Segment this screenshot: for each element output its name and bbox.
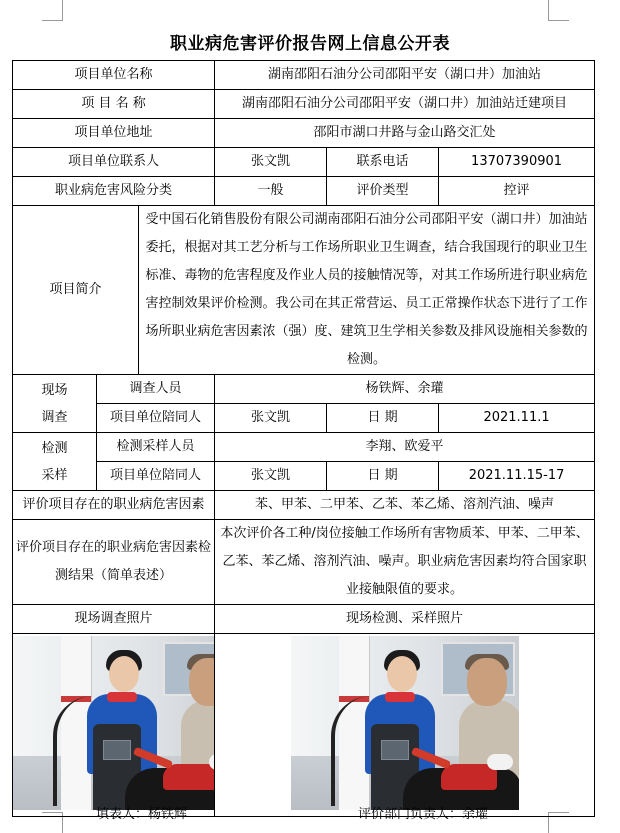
risk-value: 一般: [215, 177, 327, 206]
right-photo-cell: [215, 634, 595, 817]
left-photo-title: 现场调查照片: [13, 605, 215, 634]
investigators-value: 杨铁辉、余瓘: [215, 375, 595, 404]
survey-date-value: 2021.11.1: [439, 404, 595, 433]
reviewer-signature: 评价部门负责人：余瓘: [358, 807, 489, 822]
unit-name-value: 湖南邵阳石油分公司邵阳平安（湖口井）加油站: [215, 61, 595, 90]
sampling-date-label: 日 期: [327, 462, 439, 491]
contact-label: 项目单位联系人: [13, 148, 215, 177]
sampling-group-label-line1: 检测: [41, 440, 68, 456]
sampling-date-value: 2021.11.15-17: [439, 462, 595, 491]
sampling-group-label: [13, 433, 97, 491]
results-label: 评价项目存在的职业病危害因素检测结果（简单表述）: [13, 520, 215, 605]
row-address: [13, 119, 595, 148]
row-photos: [13, 634, 595, 817]
samplers-value: 李翔、欧爱平: [215, 433, 595, 462]
filler-signature: 填表人：杨铁辉: [96, 807, 188, 822]
phone-label: 联系电话: [327, 148, 439, 177]
left-photo-cell: [13, 634, 215, 817]
row-intro: [13, 206, 595, 375]
survey-group-label-line2: 调查: [41, 409, 68, 425]
hazards-value: 苯、甲苯、二甲苯、乙苯、苯乙烯、溶剂汽油、噪声: [215, 491, 595, 520]
row-contact: [13, 148, 595, 177]
results-value: 本次评价各工种/岗位接触工作场所有害物质苯、甲苯、二甲苯、乙苯、苯乙烯、溶剂汽油、噪声。职业病危害因素均符合国家职业接触限值的要求。: [215, 520, 595, 605]
disclosure-table: [12, 60, 595, 817]
survey-group-label: [13, 375, 97, 433]
intro-text: 受中国石化销售股份有限公司湖南邵阳石油分公司邵阳平安（湖口井）加油站委托，根据对其工艺分析与工作场所职业卫生调查，结合我国现行的职业卫生标准、毒物的危害程度及作业人员的接触情况等，对其工作场所进行职业病危害控制效果评价检测。我公司在其正常营运、员工正常操作状态下进行了工作场所职业病危害因素浓（强）度、建筑卫生学相关参数及排风设施相关参数的检测。: [139, 206, 595, 375]
row-survey-investigators: [13, 375, 595, 404]
evaluation-type-label: 评价类型: [327, 177, 439, 206]
right-photo-title: 现场检测、采样照片: [215, 605, 595, 634]
sampling-companion-label: 项目单位陪同人: [97, 462, 215, 491]
address-value: 邵阳市湖口井路与金山路交汇处: [215, 119, 595, 148]
row-unit-name: [13, 61, 595, 90]
investigators-label: 调查人员: [97, 375, 215, 404]
site-sampling-photo: [291, 636, 519, 810]
site-survey-photo: [13, 636, 215, 810]
address-label: 项目单位地址: [13, 119, 215, 148]
phone-value: 13707390901: [439, 148, 595, 177]
intro-label: 项目简介: [13, 206, 139, 375]
contact-value: 张文凯: [215, 148, 327, 177]
document-title: 职业病危害评价报告网上信息公开表: [170, 34, 450, 54]
crop-mark-top-left: [42, 0, 63, 21]
row-sampling-companion: [13, 462, 595, 491]
sampling-companion-value: 张文凯: [215, 462, 327, 491]
crop-mark-top-right: [548, 0, 569, 21]
samplers-label: 检测采样人员: [97, 433, 215, 462]
row-sampling-samplers: [13, 433, 595, 462]
row-photo-titles: [13, 605, 595, 634]
row-results: [13, 520, 595, 605]
survey-companion-value: 张文凯: [215, 404, 327, 433]
survey-group-label-line1: 现场: [41, 382, 68, 398]
unit-name-label: 项目单位名称: [13, 61, 215, 90]
hazards-label: 评价项目存在的职业病危害因素: [13, 491, 215, 520]
risk-label: 职业病危害风险分类: [13, 177, 215, 206]
row-hazards: [13, 491, 595, 520]
evaluation-type-value: 控评: [439, 177, 595, 206]
survey-date-label: 日 期: [327, 404, 439, 433]
row-risk: [13, 177, 595, 206]
sampling-group-label-line2: 采样: [41, 467, 68, 483]
row-survey-companion: [13, 404, 595, 433]
survey-companion-label: 项目单位陪同人: [97, 404, 215, 433]
row-project-name: [13, 90, 595, 119]
project-name-label: 项 目 名 称: [13, 90, 215, 119]
project-name-value: 湖南邵阳石油分公司邵阳平安（湖口井）加油站迁建项目: [215, 90, 595, 119]
